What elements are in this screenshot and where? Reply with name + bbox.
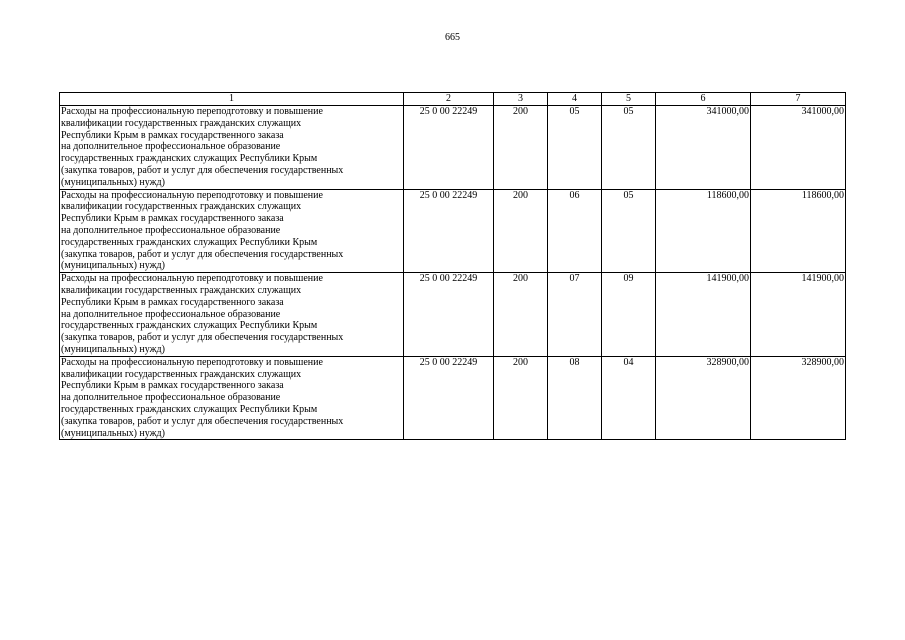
- description-line: квалификации государственных гражданских служащих: [61, 368, 302, 380]
- description-line: (муниципальных) нужд): [61, 260, 165, 272]
- expense-type-code: 200: [494, 106, 548, 190]
- amount-col6: 328900,00: [656, 356, 751, 440]
- expense-type-code: 200: [494, 356, 548, 440]
- amount-col7: 118600,00: [751, 189, 846, 273]
- subsection-code: 04: [602, 356, 656, 440]
- page-number: 665: [445, 32, 460, 43]
- description-line: (закупка товаров, работ и услуг для обеспечения государственных: [61, 415, 344, 427]
- description-line: на дополнительное профессиональное образование: [61, 392, 281, 404]
- header-cell: 1: [60, 93, 404, 106]
- expense-type-code: 200: [494, 189, 548, 273]
- header-cell: 6: [656, 93, 751, 106]
- description-line: квалификации государственных гражданских служащих: [61, 117, 302, 129]
- amount-col7: 341000,00: [751, 106, 846, 190]
- amount-col6: 141900,00: [656, 273, 751, 357]
- expense-type-code: 200: [494, 273, 548, 357]
- description-line: Республики Крым в рамках государственного заказа: [61, 129, 284, 141]
- expense-description: [60, 189, 404, 273]
- subsection-code: 05: [602, 189, 656, 273]
- header-row: [60, 93, 846, 106]
- section-code: 07: [548, 273, 602, 357]
- amount-col7: 328900,00: [751, 356, 846, 440]
- header-cell: 5: [602, 93, 656, 106]
- section-code: 08: [548, 356, 602, 440]
- budget-code: 25 0 00 22249: [404, 189, 494, 273]
- description-line: Республики Крым в рамках государственного заказа: [61, 380, 284, 392]
- table-row: [60, 356, 846, 440]
- description-line: Расходы на профессиональную переподготовку и повышение: [61, 189, 323, 201]
- budget-code: 25 0 00 22249: [404, 273, 494, 357]
- description-line: Республики Крым в рамках государственного заказа: [61, 296, 284, 308]
- expense-description: [60, 356, 404, 440]
- description-line: Республики Крым в рамках государственного заказа: [61, 213, 284, 225]
- description-line: (закупка товаров, работ и услуг для обеспечения государственных: [61, 164, 344, 176]
- amount-col7: 141900,00: [751, 273, 846, 357]
- section-code: 05: [548, 106, 602, 190]
- subsection-code: 05: [602, 106, 656, 190]
- expense-description: [60, 273, 404, 357]
- budget-code: 25 0 00 22249: [404, 106, 494, 190]
- description-line: (муниципальных) нужд): [61, 343, 165, 355]
- description-line: на дополнительное профессиональное образование: [61, 141, 281, 153]
- table-row: [60, 189, 846, 273]
- description-line: Расходы на профессиональную переподготовку и повышение: [61, 273, 323, 285]
- amount-col6: 118600,00: [656, 189, 751, 273]
- description-line: Расходы на профессиональную переподготовку и повышение: [61, 106, 323, 117]
- table-row: [60, 273, 846, 357]
- header-cell: 3: [494, 93, 548, 106]
- description-line: государственных гражданских служащих Республики Крым: [61, 153, 318, 165]
- budget-table: [59, 92, 846, 440]
- subsection-code: 09: [602, 273, 656, 357]
- header-cell: 7: [751, 93, 846, 106]
- description-line: Расходы на профессиональную переподготовку и повышение: [61, 356, 323, 368]
- description-line: на дополнительное профессиональное образование: [61, 308, 281, 320]
- description-line: государственных гражданских служащих Республики Крым: [61, 320, 318, 332]
- description-line: государственных гражданских служащих Республики Крым: [61, 236, 318, 248]
- section-code: 06: [548, 189, 602, 273]
- budget-code: 25 0 00 22249: [404, 356, 494, 440]
- table-row: [60, 106, 846, 190]
- description-line: квалификации государственных гражданских служащих: [61, 201, 302, 213]
- description-line: (закупка товаров, работ и услуг для обеспечения государственных: [61, 248, 344, 260]
- header-cell: 4: [548, 93, 602, 106]
- expense-description: [60, 106, 404, 190]
- description-line: (муниципальных) нужд): [61, 176, 165, 188]
- description-line: государственных гражданских служащих Республики Крым: [61, 403, 318, 415]
- amount-col6: 341000,00: [656, 106, 751, 190]
- header-cell: 2: [404, 93, 494, 106]
- description-line: (закупка товаров, работ и услуг для обеспечения государственных: [61, 332, 344, 344]
- description-line: квалификации государственных гражданских служащих: [61, 284, 302, 296]
- description-line: (муниципальных) нужд): [61, 427, 165, 439]
- description-line: на дополнительное профессиональное образование: [61, 224, 281, 236]
